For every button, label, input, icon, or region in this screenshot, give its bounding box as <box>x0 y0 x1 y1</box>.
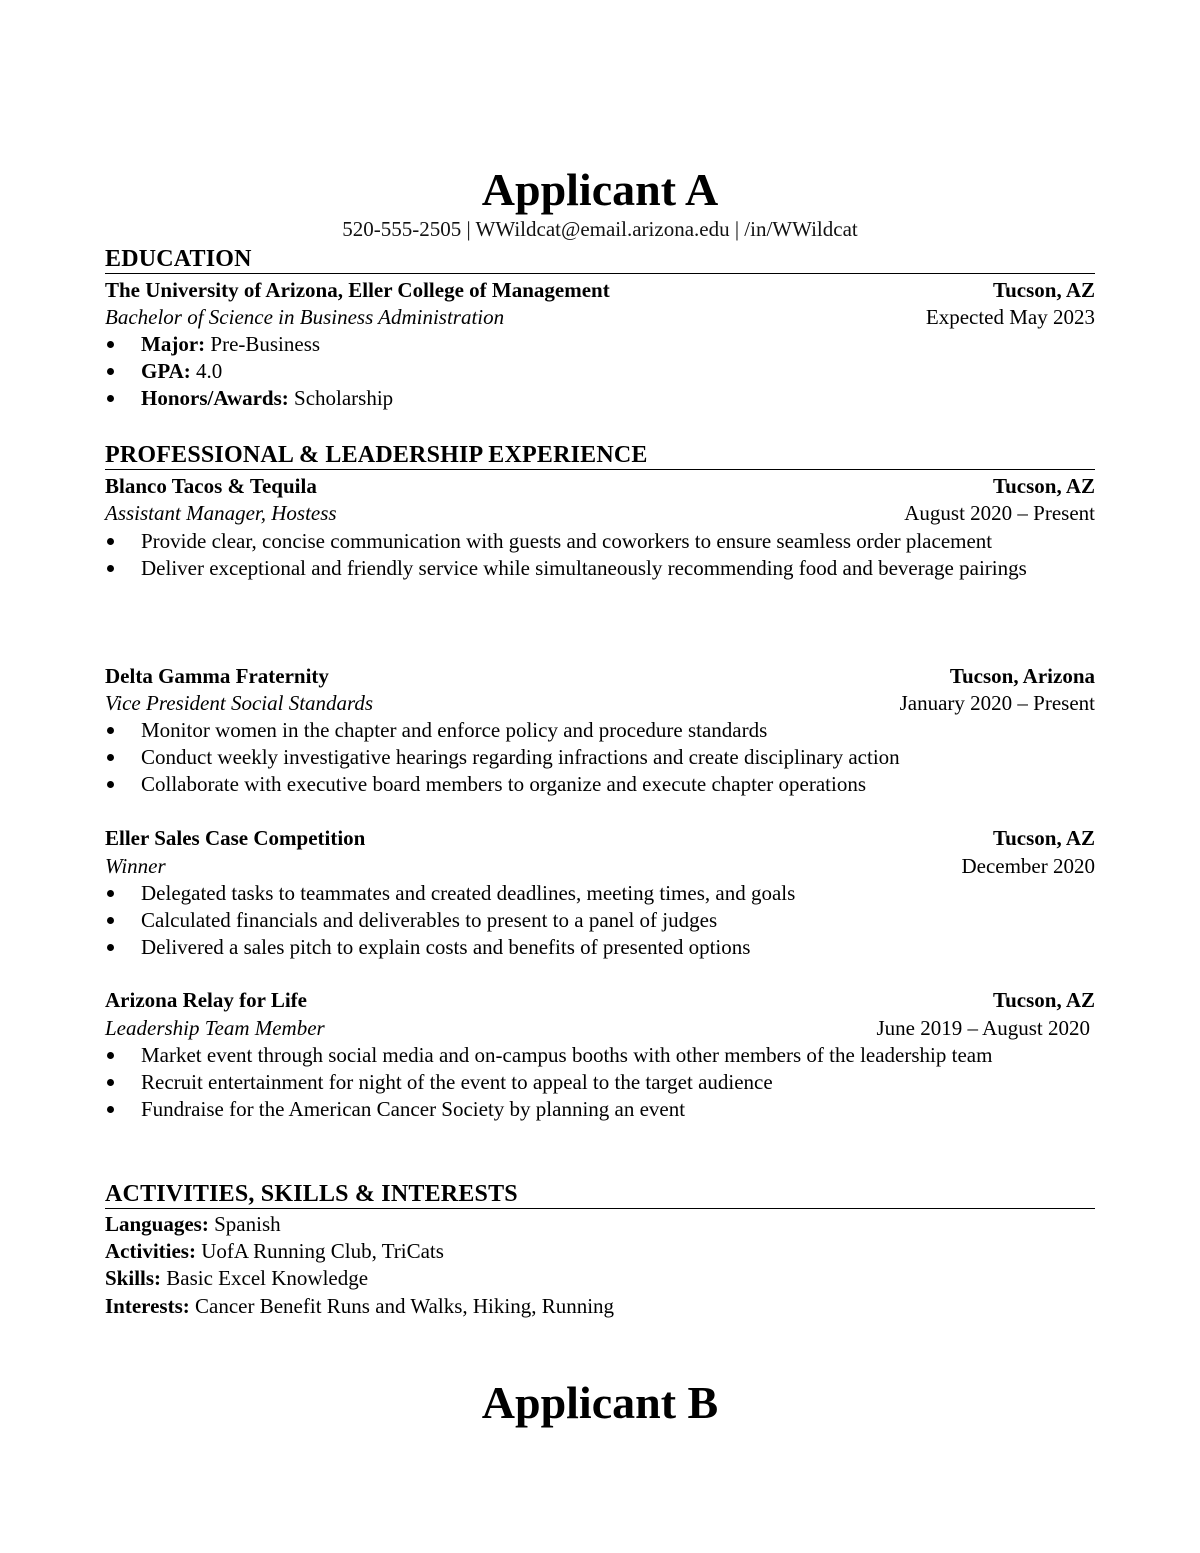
education-school: The University of Arizona, Eller College of Management <box>105 278 610 302</box>
experience-dates: June 2019 – August 2020 <box>876 1016 1090 1040</box>
bullet-text: Collaborate with executive board members to organize and execute chapter operations <box>141 772 866 796</box>
experience-location: Tucson, AZ <box>993 988 1095 1012</box>
list-item <box>105 880 1095 907</box>
experience-org: Eller Sales Case Competition <box>105 826 366 850</box>
list-item <box>105 528 1041 555</box>
list-item <box>105 555 1101 582</box>
experience-role: Assistant Manager, Hostess <box>105 501 337 525</box>
list-item <box>105 717 1095 744</box>
list-item <box>105 907 1095 934</box>
education-degree-row <box>105 304 1095 331</box>
list-item <box>105 934 1095 961</box>
experience-org: Delta Gamma Fraternity <box>105 664 329 688</box>
kv-label: Interests: <box>105 1294 190 1318</box>
experience-location: Tucson, AZ <box>993 474 1095 498</box>
bullet-icon <box>107 368 114 375</box>
experience-dates: August 2020 – Present <box>904 501 1095 525</box>
activities-languages <box>105 1211 1095 1238</box>
experience-org-row <box>105 663 1095 690</box>
bullet-icon <box>107 727 114 734</box>
bullet-label: Honors/Awards: <box>141 386 289 410</box>
experience-role: Winner <box>105 854 166 878</box>
bullet-text: Calculated financials and deliverables to present to a panel of judges <box>141 908 718 932</box>
bullet-icon <box>107 781 114 788</box>
list-item <box>105 331 1095 358</box>
bullet-value: Pre-Business <box>205 332 321 356</box>
bullet-icon <box>107 1079 114 1086</box>
kv-value: Spanish <box>208 1212 281 1236</box>
experience-role-row <box>105 690 1095 717</box>
education-heading: EDUCATION <box>105 246 1095 274</box>
applicant-b-name: Applicant B <box>481 1377 719 1428</box>
bullet-text: Delegated tasks to teammates and created deadlines, meeting times, and goals <box>141 881 796 905</box>
bullet-text: Fundraise for the American Cancer Society by planning an event <box>141 1097 686 1121</box>
list-item <box>105 358 1095 385</box>
experience-org-row <box>105 825 1095 852</box>
experience-bullets <box>105 717 1095 798</box>
activities-heading: ACTIVITIES, SKILLS & INTERESTS <box>105 1181 1095 1209</box>
kv-value: Basic Excel Knowledge <box>161 1266 369 1290</box>
bullet-text: Deliver exceptional and friendly service while simultaneously recommending food and beverage pairings <box>141 556 1027 580</box>
bullet-icon <box>107 754 114 761</box>
experience-org: Arizona Relay for Life <box>105 988 307 1012</box>
bullet-icon <box>107 395 114 402</box>
experience-role: Leadership Team Member <box>105 1016 325 1040</box>
list-item <box>105 1096 1095 1123</box>
bullet-label: GPA: <box>141 359 191 383</box>
contact-info: 520-555-2505 | WWildcat@email.arizona.edu | /in/WWildcat <box>342 217 858 241</box>
experience-org: Blanco Tacos & Tequila <box>105 474 317 498</box>
experience-location: Tucson, Arizona <box>949 664 1095 688</box>
experience-bullets <box>105 1042 1095 1123</box>
activities-activities <box>105 1238 1095 1265</box>
bullet-value: 4.0 <box>190 359 223 383</box>
education-bullets <box>105 331 1095 412</box>
kv-label: Languages: <box>105 1212 209 1236</box>
bullet-text: Delivered a sales pitch to explain costs and benefits of presented options <box>141 935 751 959</box>
list-item <box>105 1069 1095 1096</box>
list-item <box>105 385 1095 412</box>
experience-org-row <box>105 987 1095 1014</box>
experience-role: Vice President Social Standards <box>105 691 374 715</box>
experience-bullets <box>105 880 1095 961</box>
bullet-icon <box>107 341 114 348</box>
experience-org-row <box>105 473 1095 500</box>
education-degree: Bachelor of Science in Business Administration <box>105 305 505 329</box>
kv-label: Skills: <box>105 1266 162 1290</box>
bullet-text: Provide clear, concise communication with guests and coworkers to ensure seamless order placement <box>141 529 993 553</box>
bullet-icon <box>107 890 114 897</box>
bullet-icon <box>107 565 114 572</box>
list-item <box>105 771 1095 798</box>
bullet-text: Monitor women in the chapter and enforce policy and procedure standards <box>141 718 768 742</box>
bullet-text: Conduct weekly investigative hearings regarding infractions and create disciplinary action <box>141 745 900 769</box>
list-item <box>105 744 1095 771</box>
experience-dates: December 2020 <box>961 854 1095 878</box>
activities-interests <box>105 1293 1095 1320</box>
education-location: Tucson, AZ <box>993 278 1095 302</box>
activities-skills <box>105 1265 1095 1292</box>
bullet-icon <box>107 538 114 545</box>
bullet-icon <box>107 1106 114 1113</box>
bullet-value: Scholarship <box>288 386 394 410</box>
experience-dates: January 2020 – Present <box>899 691 1095 715</box>
kv-value: UofA Running Club, TriCats <box>195 1239 444 1263</box>
experience-role-row <box>105 1015 1095 1042</box>
bullet-icon <box>107 917 114 924</box>
bullet-label: Major: <box>141 332 206 356</box>
bullet-text: Market event through social media and on-campus booths with other members of the leadership team <box>141 1043 993 1067</box>
applicant-a-name: Applicant A <box>481 164 719 215</box>
bullet-text: Recruit entertainment for night of the event to appeal to the target audience <box>141 1070 773 1094</box>
experience-bullets <box>105 528 1095 582</box>
experience-heading: PROFESSIONAL & LEADERSHIP EXPERIENCE <box>105 442 1095 470</box>
bullet-icon <box>107 944 114 951</box>
education-school-row <box>105 277 1095 304</box>
list-item <box>105 1042 1091 1069</box>
bullet-icon <box>107 1052 114 1059</box>
experience-location: Tucson, AZ <box>993 826 1095 850</box>
experience-role-row <box>105 853 1095 880</box>
kv-value: Cancer Benefit Runs and Walks, Hiking, Running <box>189 1294 615 1318</box>
experience-role-row <box>105 500 1095 527</box>
education-date: Expected May 2023 <box>925 305 1095 329</box>
kv-label: Activities: <box>105 1239 196 1263</box>
